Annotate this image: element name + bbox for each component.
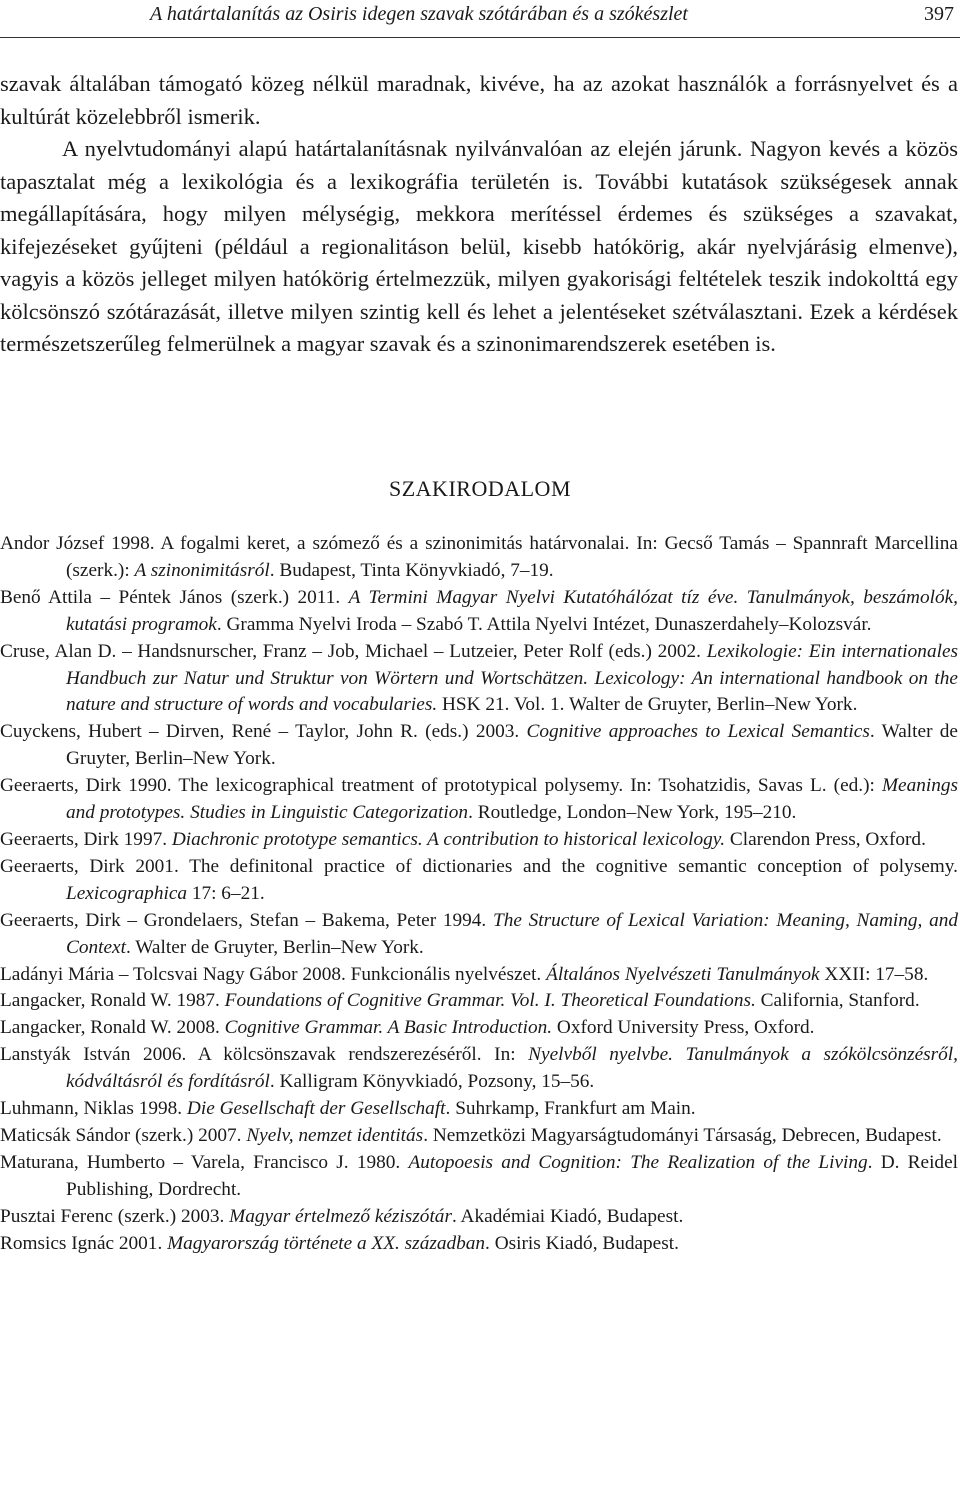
body-text xyxy=(0,68,958,361)
page-number: 397 xyxy=(924,3,954,25)
header-rule xyxy=(0,37,960,38)
reference-item: Andor József 1998. A fogalmi keret, a szómező és a szinonimitás határvonalai. In: Gecső Tamás – Spannraft Marcellina (szerk.): A szinonimitásról. Budapest, Tinta Könyvkiadó, 7–19. xyxy=(0,533,958,581)
reference-item: Geeraerts, Dirk 1997. Diachronic prototype semantics. A contribution to historical lexicology. Clarendon Press, Oxford. xyxy=(0,828,926,850)
reference-item: Geeraerts, Dirk 1990. The lexicographical treatment of prototypical polysemy. In: Tsohatzidis, Savas L. (ed.): Meanings and prototypes. Studies in Linguistic Categorization. Routledge, London–New York, 195–210. xyxy=(0,775,958,824)
reference-item: Langacker, Ronald W. 1987. Foundations of Cognitive Grammar. Vol. I. Theoretical Foundations. California, Stanford. xyxy=(0,990,920,1012)
reference-item: Cuyckens, Hubert – Dirven, René – Taylor, John R. (eds.) 2003. Cognitive approaches to Lexical Semantics. Walter de Gruyter, Berlin–New York. xyxy=(0,721,958,770)
reference-item: Benő Attila – Péntek János (szerk.) 2011. A Termini Magyar Nyelvi Kutatóhálózat tíz éve. Tanulmányok, beszámolók, kutatási programok. Gramma Nyelvi Iroda – Szabó T. Attila Nyelvi Intézet, Dunaszerdahely–Kolozsvár. xyxy=(0,586,958,635)
reference-item: Maturana, Humberto – Varela, Francisco J. 1980. Autopoesis and Cognition: The Realization of the Living. D. Reidel Publishing, Dordrecht. xyxy=(0,1151,958,1200)
reference-item: Pusztai Ferenc (szerk.) 2003. Magyar értelmező kéziszótár. Akadémiai Kiadó, Budapest. xyxy=(0,1205,684,1227)
page-header xyxy=(0,0,960,38)
reference-item: Ladányi Mária – Tolcsvai Nagy Gábor 2008. Funkcionális nyelvészet. Általános Nyelvészeti Tanulmányok XXII: 17–58. xyxy=(0,963,929,985)
running-title: A határtalanítás az Osiris idegen szavak szótárában és a szókészlet xyxy=(150,3,688,25)
reference-item: Lanstyák István 2006. A kölcsönszavak rendszerezéséről. In: Nyelvből nyelvbe. Tanulmányok a szókölcsönzésről, kódváltásról és fordításról. Kalligram Könyvkiadó, Pozsony, 15–56. xyxy=(0,1044,958,1093)
reference-list xyxy=(0,531,958,1257)
reference-item: Geeraerts, Dirk – Grondelaers, Stefan – Bakema, Peter 1994. The Structure of Lexical Variation: Meaning, Naming, and Context. Walter de Gruyter, Berlin–New York. xyxy=(0,909,958,958)
paragraph-1: szavak általában támogató közeg nélkül maradnak, kivéve, ha az azokat használók a forrásnyelvet és a kultúrát közelebbről ismerik. xyxy=(0,71,958,129)
reference-item: Maticsák Sándor (szerk.) 2007. Nyelv, nemzet identitás. Nemzetközi Magyarságtudományi Társaság, Debrecen, Budapest. xyxy=(0,1124,942,1146)
reference-item: Geeraerts, Dirk 2001. The definitonal practice of dictionaries and the cognitive semantic conception of polysemy. Lexicographica 17: 6–21. xyxy=(0,855,958,904)
section-heading: SZAKIRODALOM xyxy=(389,476,571,501)
reference-item: Romsics Ignác 2001. Magyarország története a XX. században. Osiris Kiadó, Budapest. xyxy=(0,1232,679,1254)
reference-item: Langacker, Ronald W. 2008. Cognitive Grammar. A Basic Introduction. Oxford University Press, Oxford. xyxy=(0,1017,815,1039)
reference-item: Luhmann, Niklas 1998. Die Gesellschaft der Gesellschaft. Suhrkamp, Frankfurt am Main. xyxy=(0,1098,696,1120)
reference-item: Cruse, Alan D. – Handsnurscher, Franz – Job, Michael – Lutzeier, Peter Rolf (eds.) 2002. Lexikologie: Ein internationales Handbuch zur Natur und Struktur von Wörtern und Wortschätzen. Lexicology: An international handbook on the nature and structure of words and vocabularies. HSK 21. Vol. 1. Walter de Gruyter, Berlin–New York. xyxy=(0,640,959,716)
paragraph-2: A nyelvtudományi alapú határtalanításnak nyilvánvalóan az elején járunk. Nagyon kevés a közös tapasztalat még a lexikológia és a lexikográfia területén is. További kutatások szükségesek annak megállapítására, hogy milyen mélységig, mekkora merítéssel érdemes és szükséges a szavakat, kifejezéseket gyűjteni (például a regionalitáson belül, kisebb hatókörig, akár nyelvjárásig elmenve), vagyis a közös jelleget milyen hatókörig értelmezzük, milyen gyakorisági feltételek teszik indokolttá egy kölcsönszó szótárazását, illetve milyen szintig kell és lehet a jelentéseket szétválasztani. Ezek a kérdések természetszerűleg felmerülnek a magyar szavak és a szinonimarendszerek esetében is. xyxy=(0,136,958,356)
